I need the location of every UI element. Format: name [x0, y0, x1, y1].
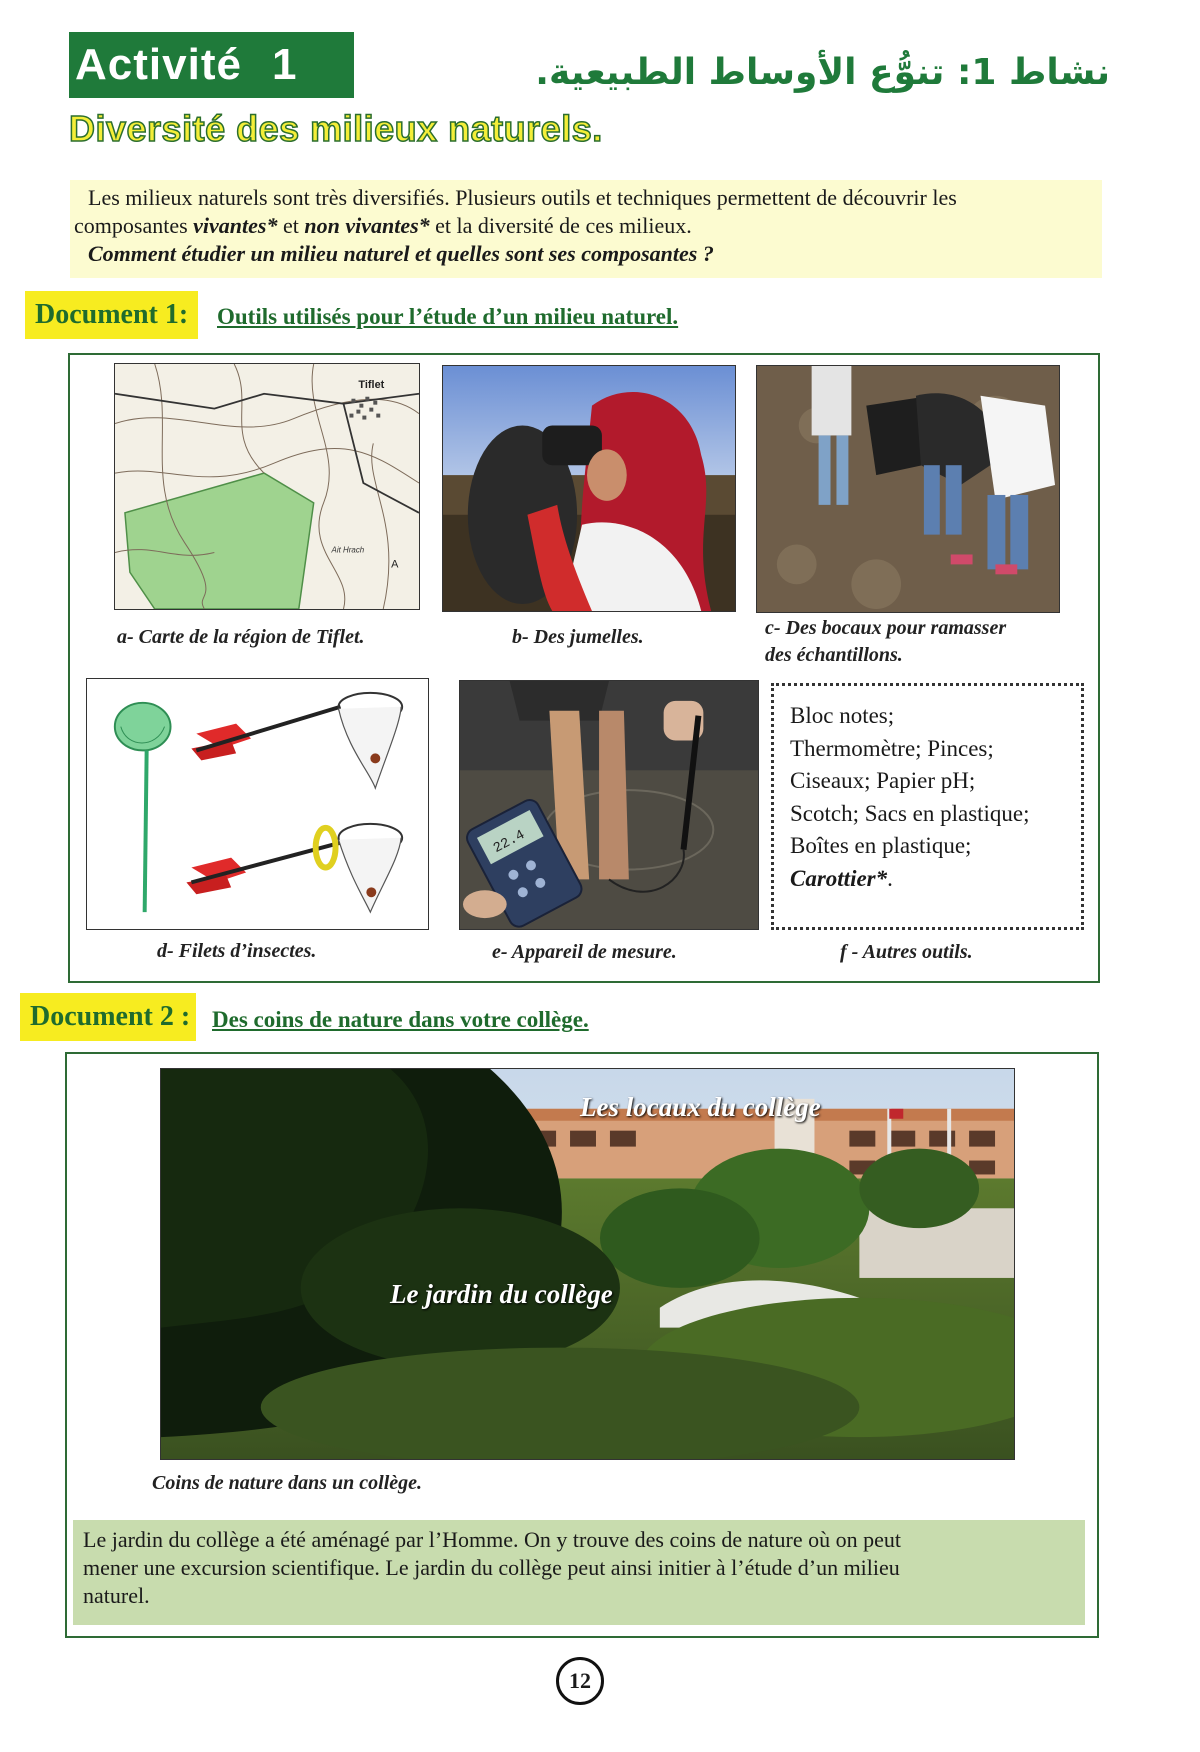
- tool-carottier: Carottier*: [790, 865, 888, 891]
- tool-item: Bloc notes;: [790, 703, 895, 728]
- doc2-title: Des coins de nature dans votre collège.: [212, 1007, 589, 1032]
- intro-text: et: [277, 213, 305, 238]
- tool-item: Scotch; Sacs en plastique;: [790, 800, 1030, 826]
- tool-suffix: .: [887, 865, 893, 891]
- intro-question: Comment étudier un milieu naturel et quelles sont ses composantes ?: [88, 241, 714, 266]
- other-tools-box: [771, 683, 1084, 930]
- map-place-label: Ait Hrach: [331, 545, 365, 555]
- tool-item-last: [790, 863, 1081, 896]
- map-image: [114, 363, 420, 610]
- tool-item: Thermomètre; Pinces;: [790, 735, 994, 761]
- jars-photo: [756, 365, 1060, 613]
- measuring-device-illustration: [460, 681, 758, 929]
- activity-subtitle: Diversité des milieux naturels.: [69, 108, 603, 149]
- doc2-label-text: Document 2: [30, 1001, 174, 1032]
- insect-nets-image: [86, 678, 429, 930]
- activity-word: Activité: [75, 40, 242, 89]
- tool-item: Ciseaux; Papier pH;: [790, 768, 976, 793]
- map-marker-label: A: [391, 558, 399, 571]
- activity-badge: [69, 32, 354, 98]
- caption-c-line2: des échantillons.: [765, 644, 903, 666]
- caption-f: f - Autres outils.: [840, 941, 973, 963]
- caption-d: d- Filets d’insectes.: [157, 940, 317, 962]
- binoculars-illustration: [443, 366, 735, 611]
- arabic-title: نشاط 1: تنوُّع الأوساط الطبيعية.: [535, 52, 1110, 93]
- intro-line-2: [74, 212, 1090, 240]
- jars-illustration: [757, 366, 1059, 612]
- school-garden-photo: [160, 1068, 1015, 1460]
- photo-label-garden: Le jardin du collège: [390, 1279, 613, 1309]
- doc2-text-box: [73, 1520, 1085, 1625]
- doc2-caption: Coins de nature dans un collège.: [152, 1472, 423, 1494]
- intro-text: composantes: [74, 213, 194, 238]
- caption-a: a- Carte de la région de Tiflet.: [117, 626, 365, 648]
- doc1-title: Outils utilisés pour l’étude d’un milieu naturel.: [217, 304, 679, 329]
- photo-label-buildings: Les locaux du collège: [580, 1092, 821, 1122]
- map-town-label: Tiflet: [358, 378, 385, 391]
- intro-em-non-vivantes: non vivantes*: [304, 213, 430, 238]
- doc2-separator: :: [180, 1001, 191, 1032]
- caption-e: e- Appareil de mesure.: [492, 941, 677, 963]
- activity-number: 1: [271, 40, 298, 89]
- doc2-text-line-3: naturel.: [83, 1583, 150, 1608]
- map-illustration: [115, 364, 419, 609]
- measuring-device-photo: [459, 680, 759, 930]
- doc2-label: [20, 993, 196, 1041]
- caption-c-line1: c- Des bocaux pour ramasser: [765, 617, 1007, 639]
- intro-text: et la diversité de ces milieux.: [429, 213, 692, 238]
- caption-b: b- Des jumelles.: [512, 626, 644, 648]
- doc2-text-line-1: Le jardin du collège a été aménagé par l’Homme. On y trouve des coins de nature où on peut: [83, 1527, 901, 1552]
- page-number: 12: [556, 1657, 604, 1705]
- school-garden-illustration: [161, 1069, 1014, 1459]
- doc1-label: Document 1:: [25, 291, 198, 339]
- intro-line-1: Les milieux naturels sont très diversifiés. Plusieurs outils et techniques permettent de découvrir les: [88, 185, 957, 210]
- doc2-text-line-2: mener une excursion scientifique. Le jardin du collège peut ainsi initier à l’étude d’un milieu: [83, 1555, 900, 1580]
- tool-item: Boîtes en plastique;: [790, 833, 972, 858]
- device-screen-value: 22.4: [490, 827, 528, 857]
- intro-box: [70, 180, 1102, 278]
- binoculars-photo: [442, 365, 736, 612]
- intro-em-vivantes: vivantes*: [193, 213, 278, 238]
- insect-nets-illustration: [87, 679, 428, 929]
